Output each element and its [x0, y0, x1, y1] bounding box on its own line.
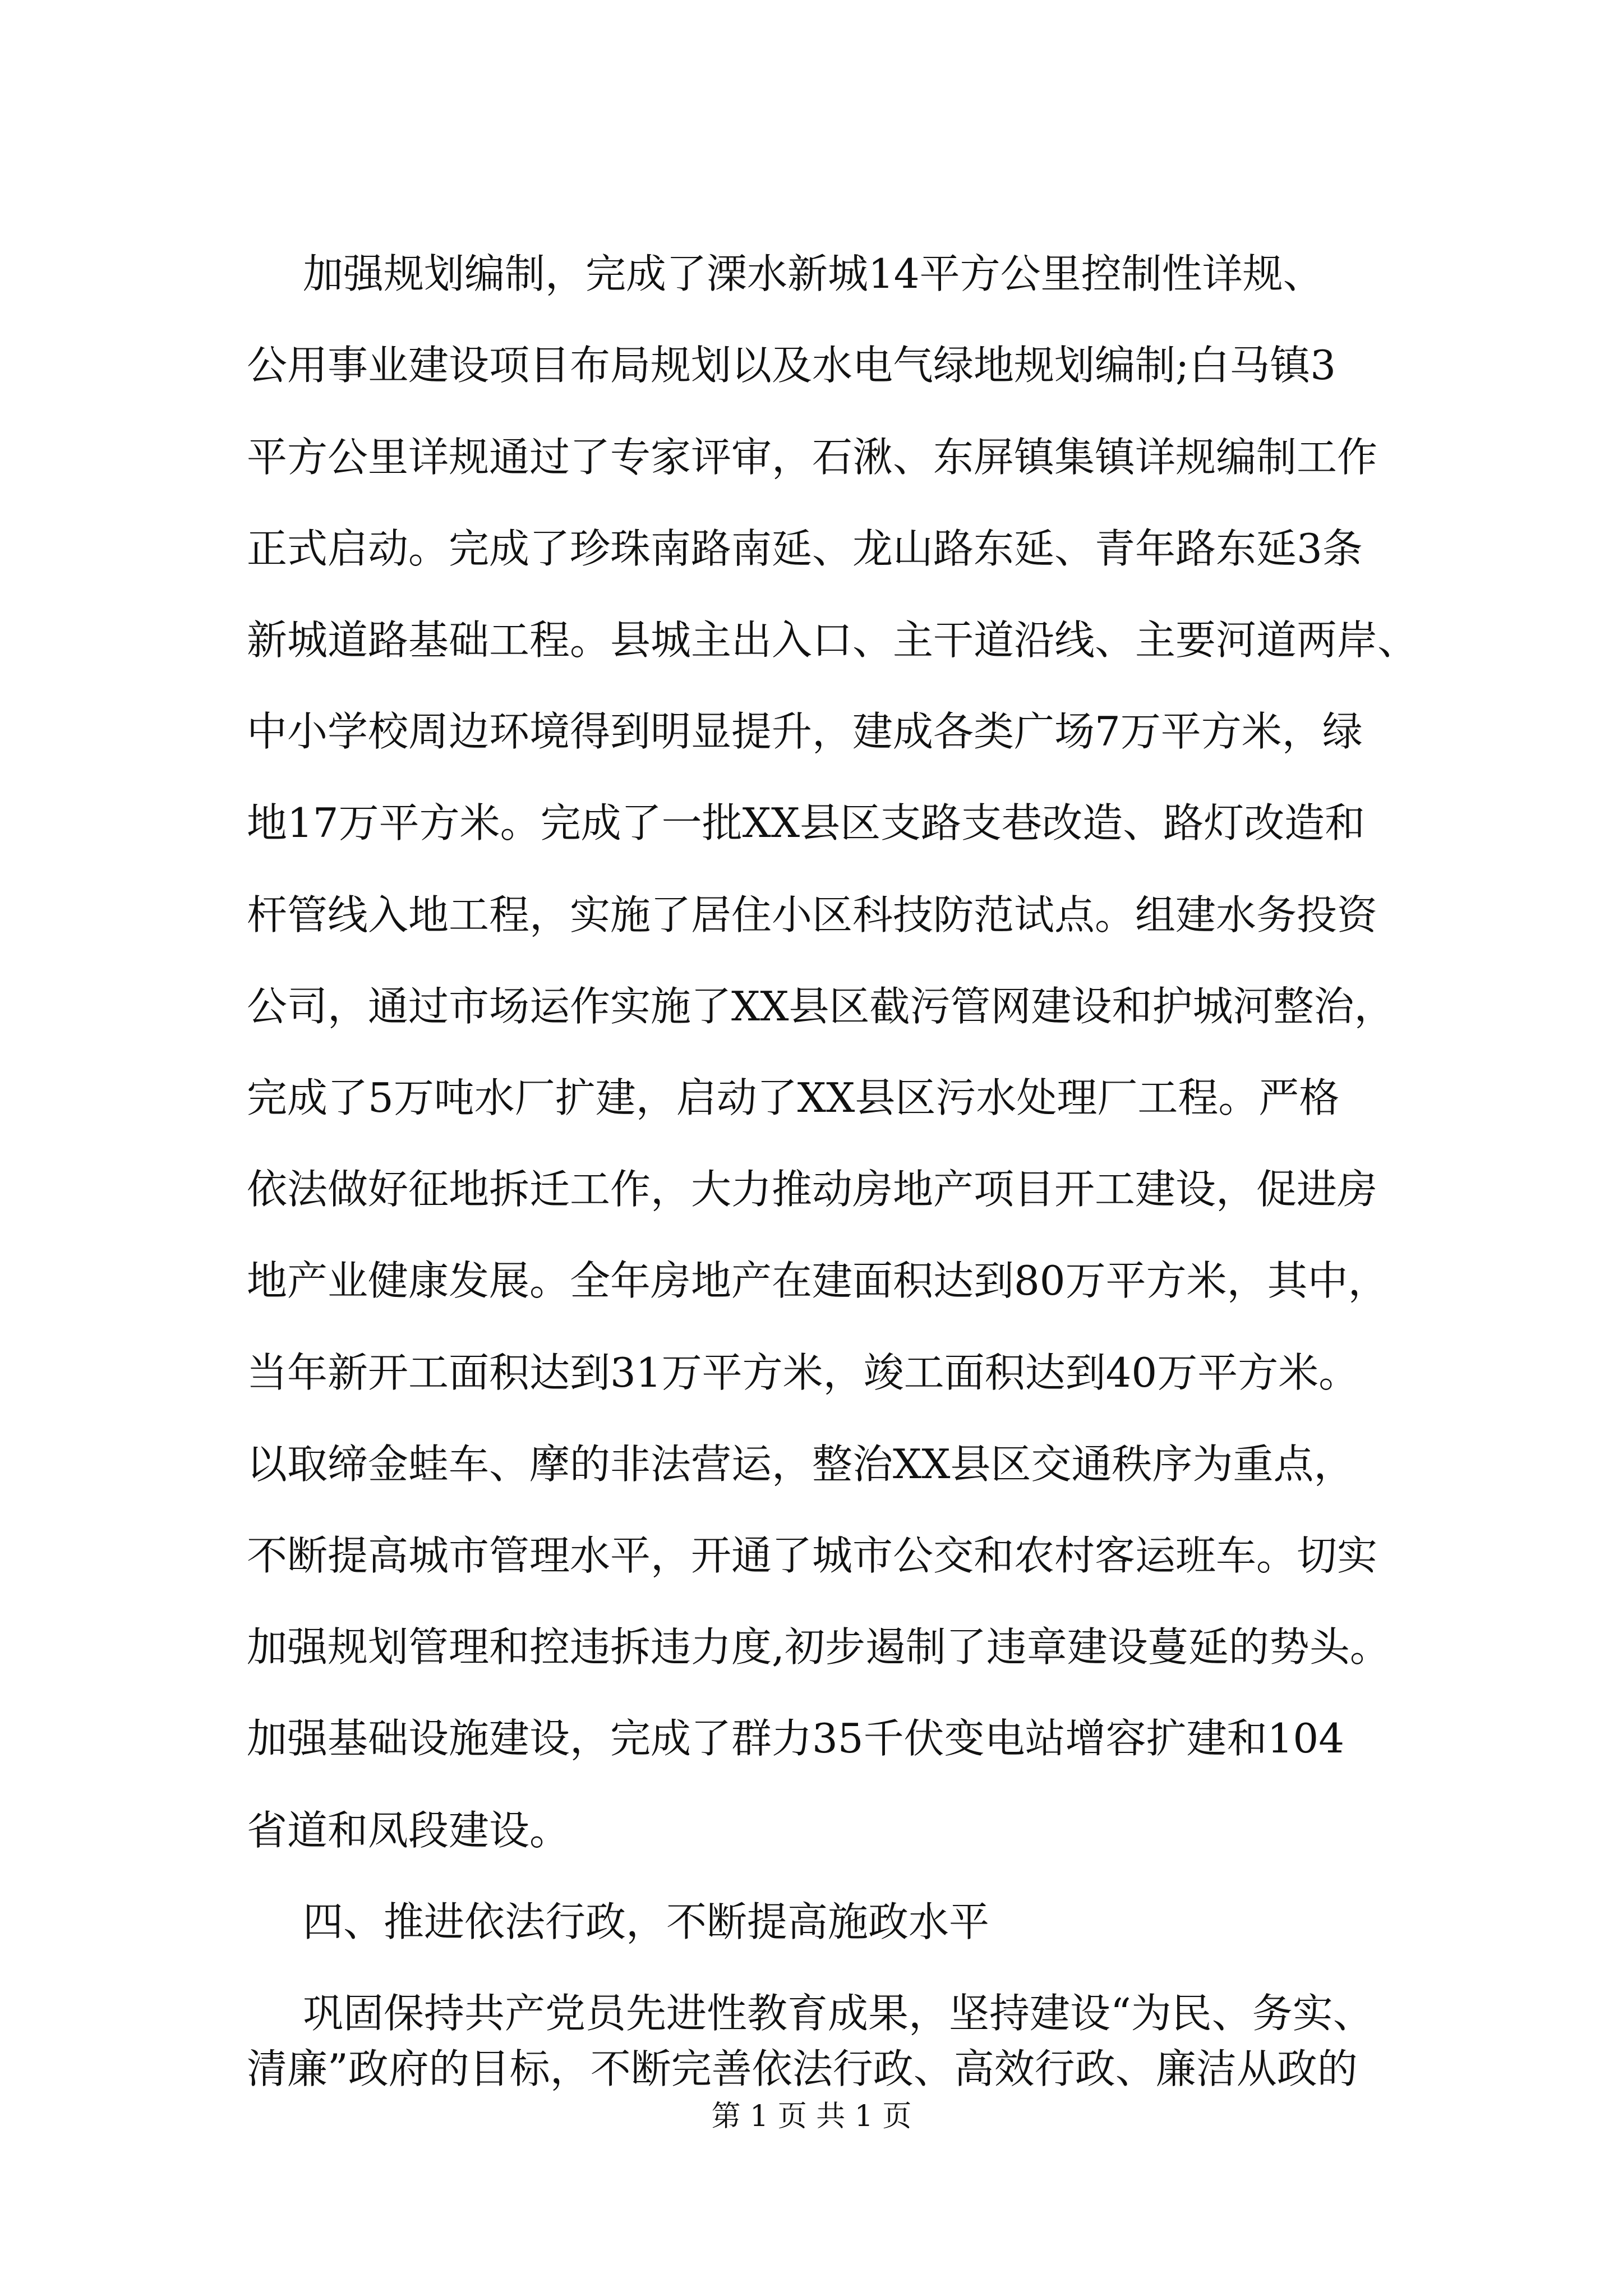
body-line-4: 正式启动。完成了珍珠南路南延、龙山路东延、青年路东延3条	[247, 525, 1363, 572]
body-line-19: 巩固保持共产党员先进性教育成果，坚持建设“为民、务实、	[303, 1990, 1373, 2037]
body-line-11: 依法做好征地拆迁工作，大力推动房地产项目开工建设，促进房	[247, 1166, 1378, 1213]
body-line-20: 清廉”政府的目标，不断完善依法行政、高效行政、廉洁从政的	[247, 2045, 1358, 2092]
body-line-18: 省道和凤段建设。	[247, 1807, 570, 1854]
body-line-10: 完成了5万吨水厂扩建，启动了XX县区污水处理厂工程。严格	[247, 1074, 1340, 1121]
page-number-footer: 第 1 页 共 1 页	[711, 2100, 912, 2133]
section-heading: 四、推进依法行政，不断提高施政水平	[303, 1898, 990, 1945]
body-line-14: 以取缔金蛙车、摩的非法营运，整治XX县区交通秩序为重点，	[247, 1441, 1354, 1488]
body-line-3: 平方公里详规通过了专家评审，石湫、东屏镇集镇详规编制工作	[247, 434, 1378, 481]
body-line-6: 中小学校周边环境得到明显提升，建成各类广场7万平方米，绿	[247, 708, 1363, 755]
body-line-13: 当年新开工面积达到31万平方米，竣工面积达到40万平方米。	[247, 1349, 1359, 1396]
body-line-17: 加强基础设施建设，完成了群力35千伏变电站增容扩建和104	[247, 1715, 1345, 1762]
body-line-2: 公用事业建设项目布局规划以及水电气绿地规划编制;白马镇3	[247, 342, 1336, 389]
body-line-8: 杆管线入地工程，实施了居住小区科技防范试点。组建水务投资	[247, 891, 1378, 938]
body-line-7: 地17万平方米。完成了一批XX县区支路支巷改造、路灯改造和	[247, 799, 1366, 846]
body-line-15: 不断提高城市管理水平，开通了城市公交和农村客运班车。切实	[247, 1532, 1378, 1579]
body-line-16: 加强规划管理和控违拆违力度,初步遏制了违章建设蔓延的势头。	[247, 1623, 1390, 1671]
body-line-9: 公司，通过市场运作实施了XX县区截污管网建设和护城河整治，	[247, 983, 1395, 1030]
body-line-1: 加强规划编制，完成了溧水新城14平方公里控制性详规、	[303, 250, 1324, 297]
body-line-5: 新城道路基础工程。县城主出入口、主干道沿线、主要河道两岸、	[247, 616, 1418, 664]
body-line-12: 地产业健康发展。全年房地产在建面积达到80万平方米，其中，	[247, 1257, 1389, 1304]
